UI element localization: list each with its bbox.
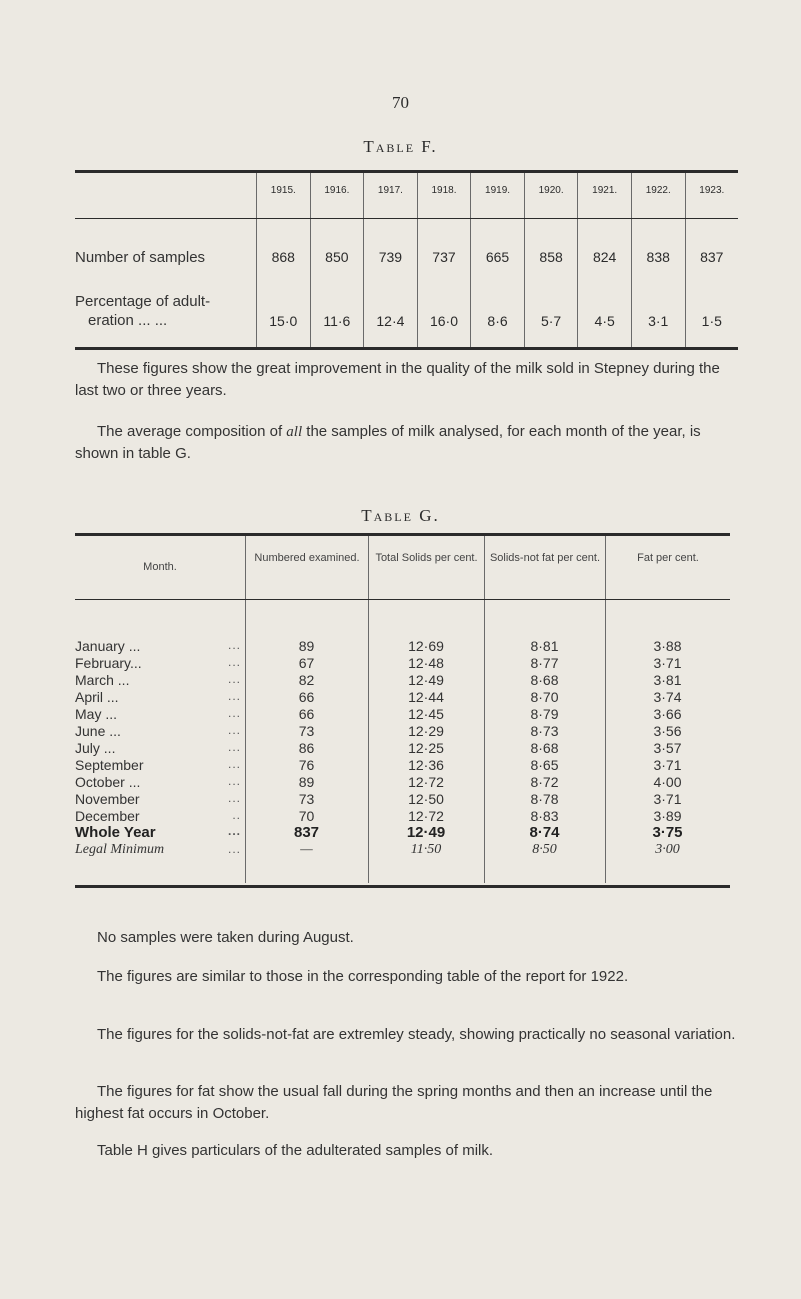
leader-dots: ...	[227, 824, 241, 838]
table-row	[75, 705, 730, 722]
year-header: 1922.	[631, 173, 685, 218]
leader-dots: ...	[227, 756, 241, 771]
leader-dots: ...	[227, 654, 241, 669]
table-row	[75, 824, 730, 841]
adulteration-cell: 15·0	[256, 286, 310, 347]
month-cell	[75, 808, 245, 824]
samples-cell: 665	[470, 219, 524, 286]
fat-cell: 3·66	[653, 705, 682, 722]
table-g-header-row	[75, 536, 730, 600]
snf-cell: 8·70	[530, 688, 559, 705]
table-f-header-row	[75, 173, 738, 219]
total-solids-cell: 12·50	[408, 790, 444, 807]
snf-cell: 8·81	[530, 637, 559, 654]
page-number: 70	[392, 93, 409, 112]
total-solids-cell: 12·72	[408, 773, 444, 790]
table-row	[75, 790, 730, 807]
table-row	[75, 688, 730, 705]
numbered-cell: 70	[298, 807, 315, 824]
month-label: May ...	[75, 705, 118, 722]
leader-dots: ...	[227, 671, 241, 686]
leader-dots: ...	[227, 790, 241, 805]
snf-cell: 8·68	[530, 671, 559, 688]
year-header: 1916.	[310, 173, 364, 218]
paragraph-table-h: Table H gives particulars of the adulterated samples of milk.	[97, 1142, 494, 1159]
adulteration-cell: 4·5	[577, 286, 631, 347]
adulteration-label-line1: Percentage of adult-	[75, 293, 211, 310]
leader-dots: ...	[227, 841, 241, 856]
total-solids-cell: 12·25	[408, 739, 444, 756]
fat-cell: 3·71	[653, 790, 682, 807]
adulteration-row	[75, 286, 738, 347]
fat-cell: 3·89	[653, 807, 682, 824]
table-f-caption: Table F.	[363, 137, 438, 156]
numbered-cell: 66	[298, 705, 315, 722]
month-cell	[75, 791, 245, 807]
month-cell	[75, 723, 245, 739]
table-row	[75, 739, 730, 756]
year-header: 1920.	[524, 173, 578, 218]
numbered-cell: 76	[298, 756, 315, 773]
paragraph-similar-figures: The figures are similar to those in the corresponding table of the report for 1922.	[97, 968, 629, 985]
year-header: 1923.	[685, 173, 739, 218]
leader-dots: ...	[227, 637, 241, 652]
fat-cell: 3·71	[653, 654, 682, 671]
snf-cell: 8·78	[530, 790, 559, 807]
samples-cell: 824	[577, 219, 631, 286]
samples-cell: 838	[631, 219, 685, 286]
month-label: January ...	[75, 637, 141, 654]
numbered-cell: 73	[298, 790, 315, 807]
column-divider	[484, 600, 485, 883]
total-solids-cell: 11·50	[410, 841, 442, 857]
month-cell	[75, 706, 245, 722]
month-label: June ...	[75, 722, 121, 739]
month-cell	[75, 672, 245, 688]
column-divider	[368, 600, 369, 883]
numbered-cell: 89	[298, 773, 315, 790]
table-row	[75, 807, 730, 824]
para2-emphasis: all	[286, 424, 303, 440]
samples-row-label: Number of samples	[75, 249, 206, 266]
fat-cell: 3·88	[653, 637, 682, 654]
month-cell	[75, 842, 245, 858]
fat-cell: 3·00	[655, 841, 680, 857]
samples-cell: 850	[310, 219, 364, 286]
fat-cell: 4·00	[653, 773, 682, 790]
month-cell	[75, 774, 245, 790]
fat-cell: 3·74	[653, 688, 682, 705]
adulteration-label-line2: eration ... ...	[88, 312, 168, 329]
total-solids-cell: 12·49	[406, 824, 446, 841]
fat-header: Fat per cent.	[605, 536, 730, 599]
month-cell	[75, 824, 245, 841]
samples-cell: 739	[363, 219, 417, 286]
adulteration-row-label	[75, 286, 256, 347]
column-divider	[245, 600, 246, 883]
adulteration-cell: 11·6	[310, 286, 364, 347]
column-divider	[605, 600, 606, 883]
fat-cell: 3·75	[652, 824, 683, 841]
snf-cell: 8·50	[532, 841, 557, 857]
snf-cell: 8·74	[529, 824, 560, 841]
adulteration-cell: 3·1	[631, 286, 685, 347]
leader-dots: ...	[227, 722, 241, 737]
table-g	[75, 533, 730, 888]
adulteration-cell: 1·5	[685, 286, 739, 347]
adulteration-cell: 8·6	[470, 286, 524, 347]
numbered-cell: 73	[298, 722, 315, 739]
numbered-header: Numbered examined.	[245, 536, 368, 599]
paragraph-no-samples: No samples were taken during August.	[97, 929, 354, 946]
table-row	[75, 722, 730, 739]
month-label: December	[75, 807, 140, 824]
total-solids-cell: 12·45	[408, 705, 444, 722]
month-header: Month.	[143, 561, 177, 573]
numbered-cell: —	[300, 841, 313, 857]
snf-cell: 8·65	[530, 756, 559, 773]
fat-cell: 3·71	[653, 756, 682, 773]
table-row	[75, 671, 730, 688]
total-solids-cell: 12·36	[408, 756, 444, 773]
table-row	[75, 637, 730, 654]
year-header: 1918.	[417, 173, 471, 218]
para2-after: the samples of milk analysed, for each month of the year, is shown in table G.	[75, 423, 701, 462]
snf-cell: 8·68	[530, 739, 559, 756]
month-cell	[75, 638, 245, 654]
month-label: September	[75, 756, 144, 773]
month-label: February...	[75, 654, 142, 671]
numbered-cell: 89	[298, 637, 315, 654]
table-row	[75, 773, 730, 790]
year-header: 1915.	[256, 173, 310, 218]
year-header: 1921.	[577, 173, 631, 218]
leader-dots: ...	[227, 705, 241, 720]
month-label: November	[75, 790, 140, 807]
paragraph-snf-steady: The figures for the solids-not-fat are extremley steady, showing practically no seasonal variation.	[97, 1026, 736, 1043]
fat-cell: 3·57	[653, 739, 682, 756]
snf-header: Solids-not fat per cent.	[484, 536, 605, 599]
total-solids-header: Total Solids per cent.	[368, 536, 484, 599]
table-f	[75, 170, 738, 350]
paragraph-improvement: These figures show the great improvement in the quality of the milk sold in Stepney during the last two or three years.	[75, 360, 720, 399]
snf-cell: 8·77	[530, 654, 559, 671]
month-label: Whole Year	[75, 824, 156, 841]
month-label: March ...	[75, 671, 130, 688]
total-solids-cell: 12·29	[408, 722, 444, 739]
snf-cell: 8·79	[530, 705, 559, 722]
month-label: October ...	[75, 773, 141, 790]
numbered-cell: 86	[298, 739, 315, 756]
samples-row	[75, 219, 738, 286]
month-cell	[75, 740, 245, 756]
total-solids-cell: 12·49	[408, 671, 444, 688]
table-g-body	[75, 600, 730, 858]
samples-cell: 837	[685, 219, 739, 286]
month-label: Legal Minimum	[75, 841, 165, 857]
samples-cell: 858	[524, 219, 578, 286]
fat-cell: 3·56	[653, 722, 682, 739]
year-header: 1917.	[363, 173, 417, 218]
snf-cell: 8·72	[530, 773, 559, 790]
month-label: April ...	[75, 688, 119, 705]
table-g-caption: Table G.	[361, 506, 440, 525]
month-label: July ...	[75, 739, 116, 756]
paragraph-average-composition	[75, 421, 738, 465]
samples-cell: 868	[256, 219, 310, 286]
snf-cell: 8·73	[530, 722, 559, 739]
total-solids-cell: 12·72	[408, 807, 444, 824]
adulteration-cell: 12·4	[363, 286, 417, 347]
leader-dots: ..	[232, 807, 241, 822]
numbered-cell: 67	[298, 654, 315, 671]
leader-dots: ...	[227, 773, 241, 788]
table-row	[75, 841, 730, 858]
numbered-cell: 82	[298, 671, 315, 688]
samples-cell: 737	[417, 219, 471, 286]
year-header: 1919.	[470, 173, 524, 218]
total-solids-cell: 12·48	[408, 654, 444, 671]
adulteration-cell: 5·7	[524, 286, 578, 347]
month-cell	[75, 655, 245, 671]
table-row	[75, 654, 730, 671]
fat-cell: 3·81	[653, 671, 682, 688]
numbered-cell: 66	[298, 688, 315, 705]
table-row	[75, 756, 730, 773]
para2-before: The average composition of	[97, 423, 287, 440]
month-cell	[75, 689, 245, 705]
month-cell	[75, 757, 245, 773]
leader-dots: ...	[227, 739, 241, 754]
total-solids-cell: 12·69	[408, 637, 444, 654]
snf-cell: 8·83	[530, 807, 559, 824]
leader-dots: ...	[227, 688, 241, 703]
adulteration-cell: 16·0	[417, 286, 471, 347]
total-solids-cell: 12·44	[408, 688, 444, 705]
paragraph-fat-variation: The figures for fat show the usual fall during the spring months and then an increase until the highest fat occurs in October.	[75, 1083, 713, 1122]
numbered-cell: 837	[293, 824, 320, 841]
